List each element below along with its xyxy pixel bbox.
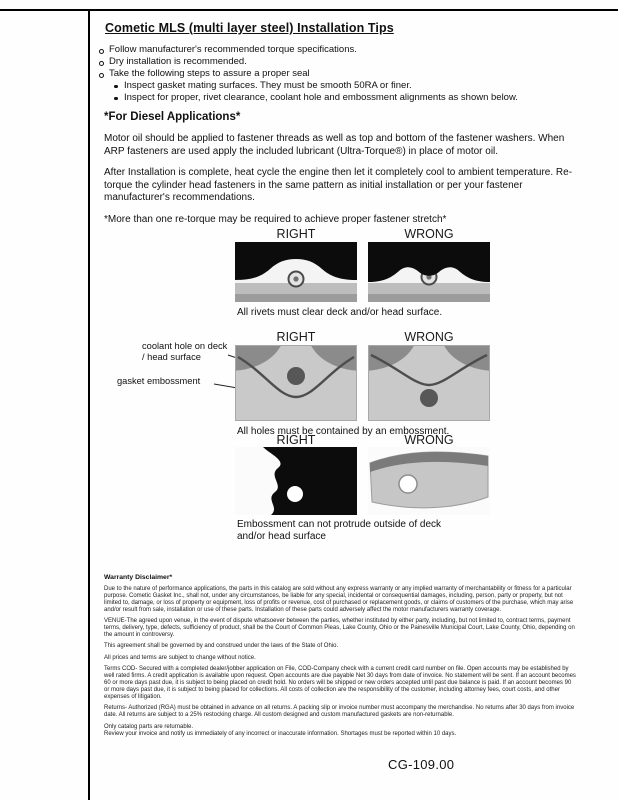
diesel-paragraph-oil: Motor oil should be applied to fastener threads as well as top and bottom of the fastener washers. When ARP fasteners are used apply the included lubricant (Ultra-Torque®) in place of motor oil. [104,133,565,157]
sub-tip-item: Inspect gasket mating surfaces. They must be smooth 50RA or finer. [97,80,587,92]
page-code: CG-109.00 [388,757,455,772]
gasket-embossment-callout-label: gasket embossment [117,376,201,386]
retorque-note: *More than one re-torque may be required to achieve proper fastener stretch* [104,213,447,225]
tip-item: Take the following steps to assure a proper seal [97,68,587,80]
row3-wrong-label: WRONG [404,433,454,447]
row1-wrong-label: WRONG [404,227,454,241]
row2-right-label: RIGHT [276,330,316,344]
rivet-clearance-right-diagram [235,242,357,302]
protrusion-wrong-illustration [368,447,490,515]
row2-wrong-label: WRONG [404,330,454,344]
diesel-heading: *For Diesel Applications* [104,111,241,123]
warranty-paragraph: Due to the nature of performance applications, the parts in this catalog are sold without any express warranty or any implied warranty of merchantability or fitness for a particular purpose. Cometic Gasket Inc., shall not, under any circumstances, be liable for any special, incidental or consequential damages, including, person, party or property, but not limited to, damage, or loss of property or equipment, loss of profits or revenue, cost of purchased or replacement goods, or claims of customers of the purchase, which may arise and/or result from sale, installation or use of these parts. Installation of these parts could adversely affect the motor manufacturers warranty coverage. [104,586,574,613]
sub-tip-item: Inspect for proper, rivet clearance, coolant hole and embossment alignments as shown below. [97,92,587,104]
warranty-heading: Warranty Disclaimer* [104,574,173,581]
warranty-paragraph: Only catalog parts are returnable. [104,723,194,730]
warranty-paragraph: Terms COD- Secured with a completed dealer/jobber application on File, COD-Company check with a current credit card number on file. Open accounts may be established by well rated firms. A credit application is available upon request. Open accounts are due payable Net 30 days from date of invoice. No statement will be sent. If an account becomes 60 or more days past due, it is subject to being placed on credit hold. No orders will be shipped or new orders accepted until past due balance is paid. If an account becomes 90 or more days past due, it is subject to being placed for collections. All costs of collection are the responsibility of the customer, including attorney fees, court costs, and other expenses of litigation. [104,666,576,700]
diesel-applications-section [104,111,576,236]
tip-item: Dry installation is recommended. [97,56,587,68]
rivet-clearance-wrong-diagram [368,242,490,302]
installation-tips-list [97,44,587,104]
rivet-wrong-illustration [368,242,490,302]
page-border-top [0,9,618,11]
rivet-right-illustration [235,242,357,302]
warranty-paragraph: This agreement shall be governed by and construed under the laws of the State of Ohio. [104,643,339,650]
page-title: Cometic MLS (multi layer steel) Installation Tips [105,21,394,35]
row3-caption: Embossment can not protrude outside of deck and/or head surface [237,519,442,542]
warranty-paragraph: Review your invoice and notify us immediately of any incorrect or inaccurate information. Shortages must be reported within 10 days. [104,731,457,738]
warranty-disclaimer-section [104,574,577,743]
diesel-paragraph-heat-cycle: After Installation is complete, heat cycle the engine then let it completely cool to ambient temperature. Re-torque the cylinder head fasteners in the same pattern as initial installation or per your fastener manufacturer's recommendations. [104,167,573,204]
coolant-hole-right-illustration [235,345,357,421]
warranty-paragraph: All prices and terms are subject to change without notice. [104,654,256,661]
embossment-containment-right-diagram [235,345,357,421]
row1-caption: All rivets must clear deck and/or head surface. [237,307,443,318]
warranty-paragraph: VENUE-The agreed upon venue, in the event of dispute whatsoever between the parties, whether instituted by either party, including, but not limited to, contract terms, payment terms, delivery, type, defects, sufficiency of product, shall be the Court of Common Pleas, Lake County, Ohio or the Painesville Municipal Court, Lake County, Ohio, depending on the amount in controversy. [104,618,575,638]
row3-right-label: RIGHT [276,433,316,447]
protrusion-right-illustration [235,447,357,515]
row1-right-label: RIGHT [276,227,316,241]
page-border-left [88,9,90,800]
coolant-hole-wrong-illustration [368,345,490,421]
embossment-protrusion-right-diagram [235,447,357,515]
warranty-paragraph: Returns- Authorized (RGA) must be obtained in advance on all returns. A packing slip or invoice number must accompany the merchandise. No returns after 30 days from invoice date. All returns are subject to a 25% restocking charge. All custom designed and custom manufactured gaskets are non-returnable. [104,705,575,719]
tip-item: Follow manufacturer's recommended torque specifications. [97,44,587,56]
embossment-protrusion-wrong-diagram [368,447,490,515]
coolant-hole-callout-label: coolant hole on deck / head surface [142,341,228,362]
embossment-containment-wrong-diagram [368,345,490,421]
row2-caption: All holes must be contained by an embossment. [237,426,450,437]
